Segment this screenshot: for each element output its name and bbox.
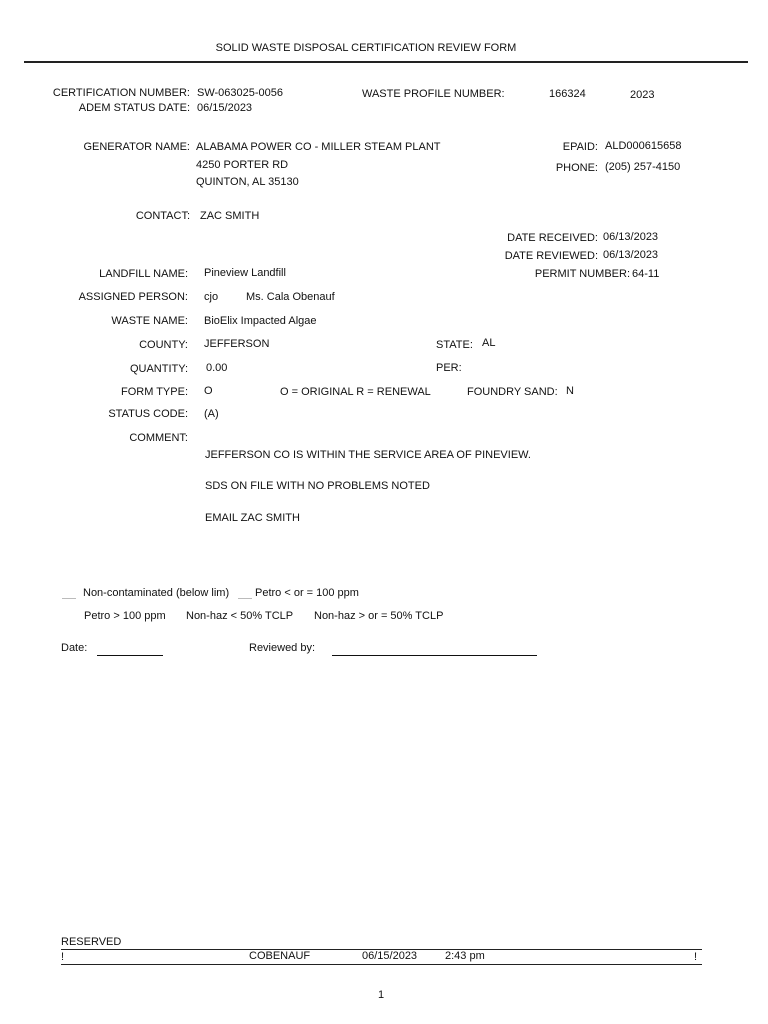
cert-number-label: CERTIFICATION NUMBER:: [52, 87, 190, 99]
date-received-value: 06/13/2023: [603, 231, 659, 243]
phone-label: PHONE:: [555, 162, 598, 174]
comment-label: COMMENT:: [129, 432, 188, 444]
petro-le-100-label: Petro < or = 100 ppm: [255, 587, 359, 599]
comment-line-1: JEFFERSON CO IS WITHIN THE SERVICE AREA OF PINEVIEW.: [205, 449, 531, 461]
non-contaminated-label: Non-contaminated (below lim): [83, 587, 230, 599]
landfill-name-value: Pineview Landfill: [204, 267, 286, 279]
comment-line-3: EMAIL ZAC SMITH: [205, 512, 300, 524]
footer-time: 2:43 pm: [445, 950, 485, 962]
footer-rule-bottom: [61, 964, 702, 965]
petro-gt-100-label: Petro > 100 ppm: [84, 610, 166, 622]
quantity-value: 0.00: [206, 362, 228, 374]
waste-name-label: WASTE NAME:: [111, 315, 188, 327]
contact-label: CONTACT:: [135, 210, 190, 222]
quantity-label: QUANTITY:: [129, 363, 188, 375]
phone-value: (205) 257-4150: [605, 161, 681, 173]
signoff-date-line[interactable]: [97, 655, 163, 656]
title-rule: [24, 61, 748, 63]
page-number: 1: [377, 989, 385, 1001]
generator-address-line1: 4250 PORTER RD: [196, 159, 289, 171]
form-type-label: FORM TYPE:: [120, 386, 188, 398]
adem-status-date-value: 06/15/2023: [197, 102, 253, 114]
signoff-date-label: Date:: [61, 642, 88, 654]
waste-profile-number-value: 166324: [549, 88, 586, 100]
permit-number-label: PERMIT NUMBER:: [534, 268, 630, 280]
county-label: COUNTY:: [139, 339, 188, 351]
petro-le-100-checkbox[interactable]: [238, 598, 252, 599]
date-reviewed-value: 06/13/2023: [603, 249, 659, 261]
generator-address-line2: QUINTON, AL 35130: [196, 176, 299, 188]
date-reviewed-label: DATE REVIEWED:: [504, 250, 598, 262]
profile-year: 2023: [630, 89, 655, 101]
assigned-name: Ms. Cala Obenauf: [246, 291, 335, 303]
reserved-label: RESERVED: [61, 936, 122, 948]
adem-status-date-label: ADEM STATUS DATE:: [78, 102, 190, 114]
reviewed-by-line[interactable]: [332, 655, 537, 656]
footer-user: COBENAUF: [249, 950, 311, 962]
comment-line-2: SDS ON FILE WITH NO PROBLEMS NOTED: [205, 480, 430, 492]
form-type-legend: O = ORIGINAL R = RENEWAL: [280, 386, 431, 398]
assigned-person-label: ASSIGNED PERSON:: [78, 291, 188, 303]
waste-name-value: BioElix Impacted Algae: [204, 315, 317, 327]
status-code-value: (A): [204, 408, 219, 420]
foundry-sand-label: FOUNDRY SAND:: [467, 386, 558, 398]
footer-mark-right: !: [694, 951, 698, 963]
nonhaz-ge-50-label: Non-haz > or = 50% TCLP: [314, 610, 444, 622]
generator-name-label: GENERATOR NAME:: [83, 141, 190, 153]
form-title: SOLID WASTE DISPOSAL CERTIFICATION REVIEW FORM: [215, 42, 517, 54]
per-label: PER:: [436, 362, 462, 374]
form-type-value: O: [204, 385, 213, 397]
cert-number-value: SW-063025-0056: [197, 87, 284, 99]
nonhaz-lt-50-label: Non-haz < 50% TCLP: [186, 610, 294, 622]
contact-value: ZAC SMITH: [200, 210, 260, 222]
status-code-label: STATUS CODE:: [108, 408, 188, 420]
assigned-initials: cjo: [204, 291, 219, 303]
footer-date: 06/15/2023: [362, 950, 418, 962]
epaid-label: EPAID:: [562, 141, 598, 153]
non-contaminated-checkbox[interactable]: [62, 598, 76, 599]
landfill-name-label: LANDFILL NAME:: [99, 268, 188, 280]
county-value: JEFFERSON: [204, 338, 270, 350]
foundry-sand-value: N: [566, 385, 574, 397]
permit-number-value: 64-11: [632, 268, 660, 280]
waste-profile-number-label: WASTE PROFILE NUMBER:: [362, 88, 505, 100]
generator-name-value: ALABAMA POWER CO - MILLER STEAM PLANT: [196, 141, 441, 153]
date-received-label: DATE RECEIVED:: [507, 232, 598, 244]
state-value: AL: [482, 337, 496, 349]
reviewed-by-label: Reviewed by:: [249, 642, 316, 654]
state-label: STATE:: [436, 339, 473, 351]
epaid-value: ALD000615658: [605, 140, 682, 152]
footer-mark-left: !: [61, 951, 65, 963]
